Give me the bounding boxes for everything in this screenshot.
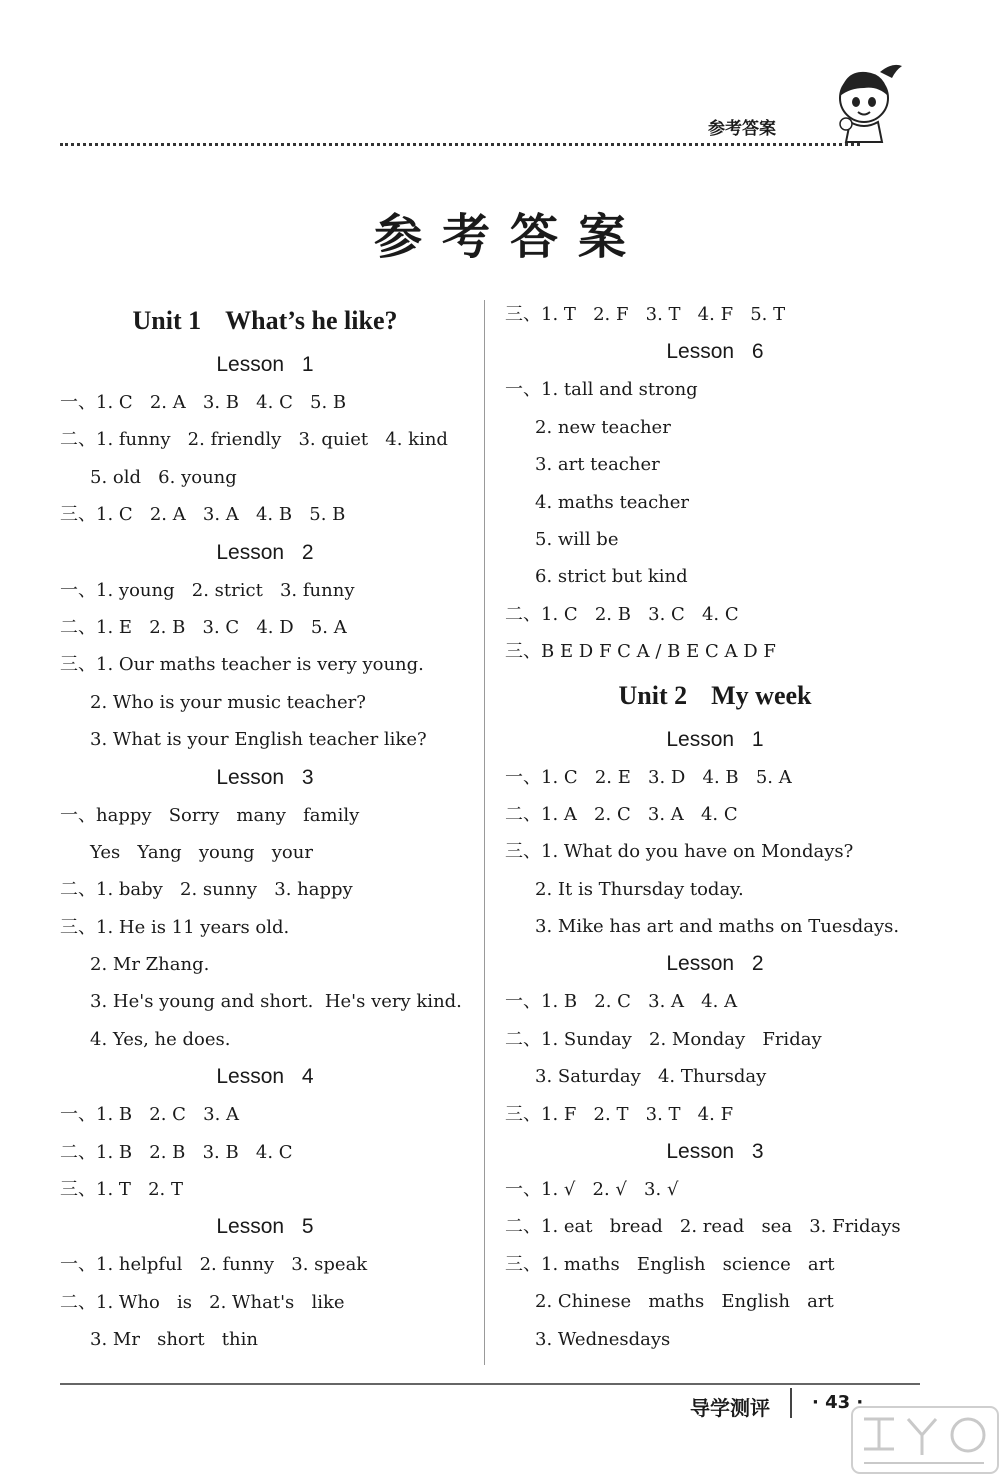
answer-line: 2. Chinese maths English art [535,1291,834,1313]
answer-line: 3. Saturday 4. Thursday [535,1066,767,1088]
answer-line: 二、1. B 2. B 3. B 4. C [60,1141,293,1163]
answer-line: 2. new teacher [535,416,671,438]
answer-line: 一、1. helpful 2. funny 3. speak [60,1254,368,1276]
answer-line: 一、1. √ 2. √ 3. √ [505,1179,679,1201]
left-column [60,296,470,1359]
answer-line: 二、1. Who is 2. What's like [60,1291,345,1313]
answer-line: 三、1. T 2. T [60,1179,183,1201]
lesson-heading: Lesson 5 [216,1215,314,1239]
answer-line: 三、1. F 2. T 3. T 4. F [505,1103,734,1125]
answer-line: 三、1. What do you have on Mondays? [505,841,854,863]
answer-line: 3. Wednesdays [535,1328,671,1350]
right-column [505,296,925,1358]
footer-brand: 导学测评 [690,1396,770,1420]
unit-1-continued [505,296,925,333]
answer-line: 三、1. He is 11 years old. [60,916,290,938]
answer-line: 3. He's young and short. He's very kind. [90,991,462,1013]
answer-line: 2. It is Thursday today. [535,878,744,900]
answer-line: 三、B E D F C A / B E C A D F [505,641,776,663]
mascot-icon [820,58,910,148]
answer-line: 4. Yes, he does. [90,1028,231,1050]
answer-line: 二、1. eat bread 2. read sea 3. Fridays [505,1216,901,1238]
answer-line: 一、happy Sorry many family [60,804,360,826]
lesson-heading: Lesson 6 [666,340,764,364]
page-title: 参考答案 [373,209,646,265]
answer-line: 一、1. tall and strong [505,379,698,401]
answer-line: 二、1. E 2. B 3. C 4. D 5. A [60,616,347,638]
footer-rule [60,1383,920,1385]
answer-line: 二、1. A 2. C 3. A 4. C [505,803,738,825]
lesson-heading: Lesson 2 [666,952,764,976]
lesson-heading: Lesson 4 [216,1065,314,1089]
unit-2-subtitle: My week [711,680,812,710]
header-label: 参考答案 [708,119,776,139]
answer-line: 二、1. funny 2. friendly 3. quiet 4. kind [60,429,448,451]
lesson-heading: Lesson 1 [666,727,764,751]
answer-line: 3. art teacher [535,454,660,476]
lesson-6-answers [505,371,925,670]
answer-line: 4. maths teacher [535,491,690,513]
answer-line: 5. old 6. young [90,466,237,488]
answer-line: 一、1. young 2. strict 3. funny [60,579,355,601]
lesson-heading: Lesson 3 [666,1140,764,1164]
answer-line: 2. Who is your music teacher? [90,691,366,713]
unit-2-title [505,671,925,721]
answer-line: 二、1. baby 2. sunny 3. happy [60,879,353,901]
answer-line: 三、1. T 2. F 3. T 4. F 5. T [505,304,786,325]
unit-2-sections [505,721,925,1358]
unit-1-name: Unit 1 [132,306,202,335]
unit-1-subtitle: What’s he like? [225,306,398,335]
answer-line: 2. Mr Zhang. [90,954,210,976]
lesson-heading: Lesson 3 [216,765,314,789]
header-dotted-rule [60,143,860,146]
answer-line: 一、1. B 2. C 3. A [60,1104,240,1126]
watermark-logo [850,1405,1000,1475]
answer-line: 3. Mike has art and maths on Tuesdays. [535,916,900,938]
page-number: · 43 · [812,1392,864,1413]
unit-1-sections [60,346,470,1359]
answer-line: 一、1. C 2. E 3. D 4. B 5. A [505,766,792,788]
answer-line: 一、1. B 2. C 3. A 4. A [505,991,738,1013]
footer-separator [790,1388,792,1418]
answer-line: 二、1. C 2. B 3. C 4. C [505,603,739,625]
answer-line: 三、1. Our maths teacher is very young. [60,654,424,676]
answer-line: 3. Mr short thin [90,1329,258,1351]
answer-line: 二、1. Sunday 2. Monday Friday [505,1028,822,1050]
lesson-heading: Lesson 1 [216,353,314,376]
column-divider [484,300,485,1365]
lesson-heading: Lesson 2 [216,540,314,564]
answer-line: 3. What is your English teacher like? [90,729,427,751]
unit-2-name: Unit 2 [618,680,688,710]
answer-line: 6. strict but kind [535,566,688,588]
answer-line: 一、1. C 2. A 3. B 4. C 5. B [60,392,347,413]
answer-line: 三、1. maths English science art [505,1253,835,1275]
unit-1-title [60,296,470,346]
answer-line: Yes Yang young your [90,841,313,863]
answer-line: 三、1. C 2. A 3. A 4. B 5. B [60,504,346,526]
answer-line: 5. will be [535,528,619,550]
